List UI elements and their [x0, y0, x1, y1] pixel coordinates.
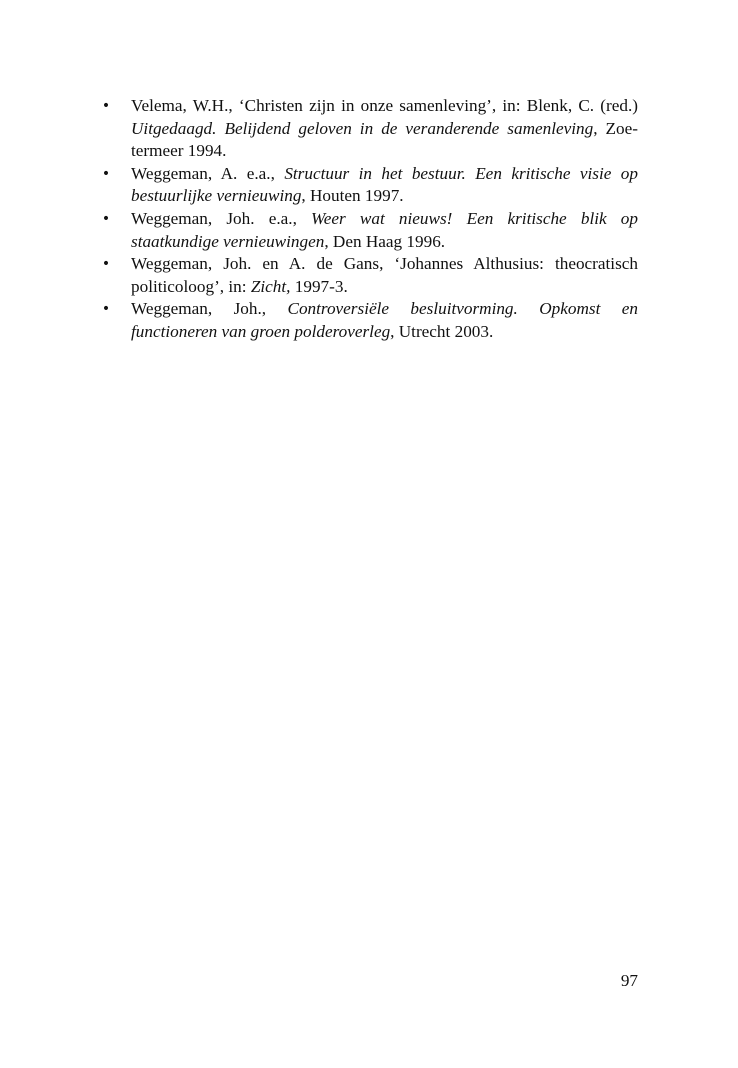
entry-text: 1997-3. [290, 276, 348, 296]
entry-title-italic: Controversiële besluitvorming. Opkomst en functioneren van groen polderoverleg [131, 299, 638, 341]
page-number: 97 [620, 971, 638, 990]
bibliography-entry [96, 163, 638, 208]
entry-text: Weggeman, Joh. e.a., [131, 208, 312, 228]
entry-text: Weggeman, Joh., [131, 299, 288, 319]
entry-text: Weggeman, Joh. en A. de Gans, ‘Johannes Althusius: theocratisch politicoloog’, in: [131, 254, 638, 296]
entry-title-italic: Structuur in het bestuur. Een kritische visie op bestuurlijke vernieuwing [131, 163, 638, 206]
entry-title-italic: Zicht, [250, 276, 291, 296]
bullet-icon: • [101, 98, 111, 114]
entry-text: Velema, W.H., ‘Christen zijn in onze samenleving’, in: Blenk, C. (red.) [131, 96, 638, 115]
bibliography-entry [96, 95, 638, 163]
bibliography-entry [96, 253, 638, 298]
bibliography-list [96, 95, 638, 344]
entry-title-italic: Uitgedaagd. Belijdend geloven in de veranderende samenleving [131, 118, 594, 138]
entry-text: , Houten 1997. [301, 186, 404, 206]
bullet-icon: • [101, 256, 111, 273]
bullet-icon: • [101, 210, 111, 227]
bullet-icon: • [101, 165, 111, 182]
bibliography-entry [96, 298, 638, 343]
entry-text: , Zoetermeer 1994. [131, 118, 638, 161]
bullet-icon: • [101, 301, 111, 318]
entry-text: , Utrecht 2003. [390, 321, 494, 341]
entry-text: Weggeman, A. e.a., [131, 163, 285, 183]
entry-title-italic: Weer wat nieuws! Een kritische blik op staatkundige vernieuwingen [131, 208, 638, 251]
entry-text: , Den Haag 1996. [324, 231, 446, 251]
bibliography-entry [96, 208, 638, 253]
